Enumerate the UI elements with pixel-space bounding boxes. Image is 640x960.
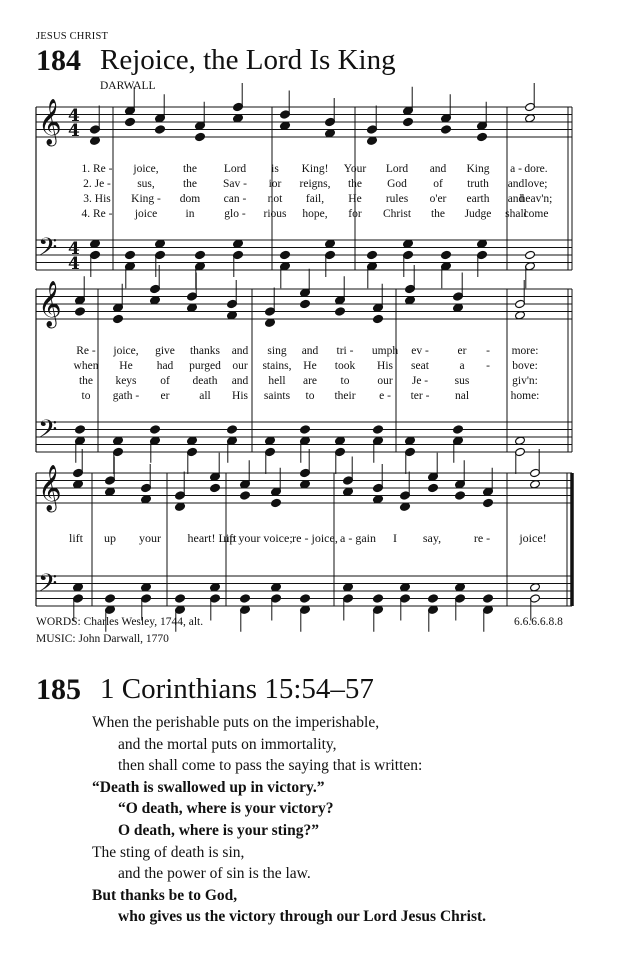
lyric-syllable: He [348,193,362,205]
note-head [271,498,282,507]
lyric-syllable: give [155,345,175,357]
note-head [525,114,536,123]
note-head [73,480,84,489]
note-head [150,425,161,434]
lyric-syllable: joice [134,208,158,220]
lyric-syllable: joice! [519,531,547,545]
reading-line: and the power of sin is the law. [118,865,311,883]
lyric-syllable: and [507,193,525,205]
note-head [105,594,116,603]
lyric-syllable: the [78,375,94,387]
verse-3-row [0,375,640,389]
tune-name: DARWALL [100,80,156,92]
lyric-syllable: sus, [137,178,155,190]
time-signature: 4 [68,121,80,141]
lyric-syllable: o'er [429,193,447,205]
lyric-syllable: for [348,208,362,220]
section-label: JESUS CHRIST [36,31,109,42]
note-head [280,250,291,259]
lyric-syllable: 1. Re - [81,163,113,175]
note-head [150,296,161,305]
lyric-syllable: tri - [336,345,354,357]
lyric-syllable: up your voice; [223,531,293,545]
lyric-syllable: stains, [262,360,292,372]
time-signature: 4 [68,239,80,259]
bass-clef: 𝄢 [38,233,58,268]
lyric-syllable: joice, [113,345,139,357]
lyric-syllable: truth [467,178,489,190]
lyric-syllable: to [305,390,315,402]
note-head [227,425,238,434]
lyric-syllable: and [231,345,249,357]
lyric-syllable: Judge [464,208,492,220]
note-head [105,487,116,496]
note-head [343,487,354,496]
note-head [227,311,238,320]
lyric-syllable: hope, [302,208,328,220]
lyric-syllable: 3. His [83,193,111,205]
lyric-syllable: up [104,531,116,545]
lyric-syllable: of [433,178,443,190]
reading-line: “Death is swallowed up in victory.” [92,778,325,796]
lyric-syllable: nal [454,390,470,402]
note-head [265,318,276,327]
lyric-syllable: saints [263,390,291,402]
reading-line: But thanks be to God, [92,886,238,904]
note-head [113,314,124,323]
lyric-syllable: home: [510,390,540,402]
verse-2-row [0,360,640,374]
lyric-syllable: His [377,360,393,372]
reading-title: 1 Corinthians 15:54–57 [100,673,374,705]
note-head [233,239,244,248]
note-head [428,594,439,603]
treble-clef: 𝄞 [38,281,62,327]
note-head [530,480,541,489]
note-head [477,132,488,141]
lyric-syllable: earth [466,193,490,205]
lyric-syllable: Lord [223,163,247,175]
note-head [141,583,152,592]
lyric-syllable: our [377,375,393,387]
note-head [367,250,378,259]
note-head [233,114,244,123]
reading-line: who gives us the victory through our Lord Jesus Christ. [118,908,487,926]
lyric-syllable: 2. Je - [83,178,111,190]
lyric-syllable: 4. Re - [81,208,113,220]
note-head [280,121,291,130]
note-head [483,594,494,603]
lyric-syllable: re - joice, [292,531,338,545]
reading-line: The sting of death is sin, [92,843,245,861]
lyric-syllable: - [486,360,490,372]
lyric-syllable: are [302,375,318,387]
note-head [325,129,336,138]
note-head [441,125,452,134]
note-head [400,502,411,511]
lyric-syllable: e - [379,390,391,402]
note-head [187,436,198,445]
hymn-number: 184 [36,44,81,77]
note-head [373,495,384,504]
lyric-syllable: come [523,208,549,220]
lyric-syllable: I [393,531,397,545]
note-head [453,425,464,434]
note-head [367,136,378,145]
lyric-syllable: to [81,390,91,402]
lyric-syllable: King! [301,163,329,175]
lyric-syllable: a - [510,163,522,175]
note-head [175,502,186,511]
lyric-syllable: bove: [512,360,538,372]
note-head [125,117,136,126]
lyric-syllable: the [182,163,198,175]
note-head [300,299,311,308]
lyric-syllable: heav'n; [519,193,553,205]
note-head [325,239,336,248]
note-head [373,594,384,603]
lyric-syllable: King [466,163,490,175]
note-head [525,250,536,259]
verse-4-row [0,208,640,222]
lyric-syllable: God [387,178,407,190]
lyric-syllable: umph [371,345,399,357]
lyric-syllable: rules [385,193,409,205]
lyric-syllable: and [429,163,447,175]
note-head [515,311,526,320]
note-head [90,136,101,145]
lyric-syllable: to [340,375,350,387]
note-head [343,583,354,592]
note-head [75,307,86,316]
lyric-syllable: sing [267,345,287,357]
lyric-syllable: rious [263,208,287,220]
note-head [455,583,466,592]
lyric-syllable: er [457,345,467,357]
lyric-syllable: when [73,360,99,372]
verse-4-row [0,390,640,404]
lyric-syllable: the [182,178,198,190]
lyric-syllable: and [507,178,525,190]
lyric-syllable: gath - [112,390,140,402]
verse-2-row [0,178,640,192]
note-head [477,239,488,248]
lyric-syllable: sus [454,375,470,387]
lyric-syllable: shall [505,208,527,220]
note-head [373,314,384,323]
lyric-syllable: er [160,390,170,402]
note-head [400,583,411,592]
note-head [175,594,186,603]
reading-line: “O death, where is your victory? [118,800,334,818]
bass-clef: 𝄢 [38,415,58,450]
verse-3-row [0,193,640,207]
lyric-syllable: dore. [524,163,548,175]
note-head [265,436,276,445]
lyric-syllable: ior [268,178,282,190]
note-head [453,303,464,312]
lyric-syllable: He [303,360,317,372]
note-head [195,132,206,141]
reading-line: then shall come to pass the saying that is written: [118,757,423,775]
note-head [73,583,84,592]
lyric-syllable: fail, [305,193,325,205]
note-head [483,498,494,507]
music-credit: MUSIC: John Darwall, 1770 [36,633,169,645]
lyric-syllable: and [231,375,249,387]
lyric-syllable: the [347,178,363,190]
note-head [335,436,346,445]
lyric-syllable: can - [223,193,247,205]
lyric-syllable: more: [511,345,539,357]
lyric-syllable: reigns, [299,178,331,190]
note-head [187,303,198,312]
lyric-syllable: heart! Lift [187,531,237,545]
lyric-syllable: keys [115,375,137,387]
note-head [405,436,416,445]
lyric-syllable: had [156,360,174,372]
treble-clef: 𝄞 [38,465,62,511]
note-head [403,239,414,248]
lyric-syllable: say, [422,531,442,545]
reading-line: and the mortal puts on immortality, [118,735,337,753]
note-head [75,425,86,434]
lyric-syllable: re - [473,531,491,545]
lyric-syllable: King - [131,193,161,205]
note-head [195,250,206,259]
lyric-syllable: purged [189,360,221,372]
lyric-syllable: lift [69,531,83,545]
note-head [515,436,526,445]
lyric-syllable: and [301,345,319,357]
bass-clef: 𝄢 [38,569,58,604]
reading-line: O death, where is your sting?” [118,821,319,839]
lyric-syllable: thanks [189,345,221,357]
note-head [428,483,439,492]
lyric-syllable: joice, [133,163,159,175]
lyric-syllable: our [232,360,248,372]
note-head [300,594,311,603]
lyric-syllable: Sav - [223,178,247,190]
note-head [155,125,166,134]
lyric-syllable: Je - [411,375,429,387]
verse-1-row [0,345,640,359]
lyric-syllable: took [334,360,356,372]
lyric-syllable: hell [268,375,286,387]
note-head [530,583,541,592]
lyric-syllable: ter - [410,390,430,402]
reading-number: 185 [36,673,81,706]
lyric-syllable: ev - [411,345,429,357]
note-head [335,307,346,316]
note-head [210,483,221,492]
note-head [240,491,251,500]
note-head [373,425,384,434]
note-head [90,239,101,248]
time-signature: 4 [68,106,80,126]
lyric-syllable: of [160,375,170,387]
lyric-syllable: in [185,208,195,220]
lyric-syllable: dom [179,193,201,205]
lyric-syllable: glo - [224,208,246,220]
note-head [300,425,311,434]
lyric-syllable: their [334,390,356,402]
lyric-syllable: Lord [385,163,409,175]
lyric-syllable: Re - [76,345,96,357]
verse-1-row [0,163,640,177]
lyric-syllable: a [459,360,465,372]
note-head [210,583,221,592]
note-head [300,480,311,489]
words-credit: WORDS: Charles Wesley, 1744, alt. [36,616,204,628]
lyric-syllable: He [119,360,133,372]
note-head [113,436,124,445]
lyric-syllable: all [199,390,211,402]
note-head [403,117,414,126]
lyric-syllable: Your [343,163,367,175]
reading-text [92,712,486,928]
lyric-syllable: seat [411,360,429,372]
lyric-syllable: not [267,193,283,205]
note-head [271,583,282,592]
lyric-syllable: giv'n: [512,375,538,387]
note-head [405,296,416,305]
lyric-syllable: your [139,531,161,545]
note-head [125,250,136,259]
time-signature: 4 [68,254,80,274]
lyric-syllable: the [430,208,446,220]
lyric-syllable: Christ [382,208,412,220]
lyric-syllable: - [486,345,490,357]
note-head [455,491,466,500]
meter: 6.6.6.6.8.8 [514,616,563,628]
hymn-title: Rejoice, the Lord Is King [100,44,396,76]
note-head [141,495,152,504]
treble-clef: 𝄞 [38,99,62,145]
lyric-syllable: is [271,163,279,175]
reading-line: When the perishable puts on the imperishable, [92,714,380,731]
note-head [240,594,251,603]
lyric-syllable: His [232,390,248,402]
lyric-syllable: a - gain [340,531,376,545]
lyric-syllable: death [192,375,218,387]
lyric-syllable: love; [524,178,548,190]
note-head [441,250,452,259]
note-head [155,239,166,248]
